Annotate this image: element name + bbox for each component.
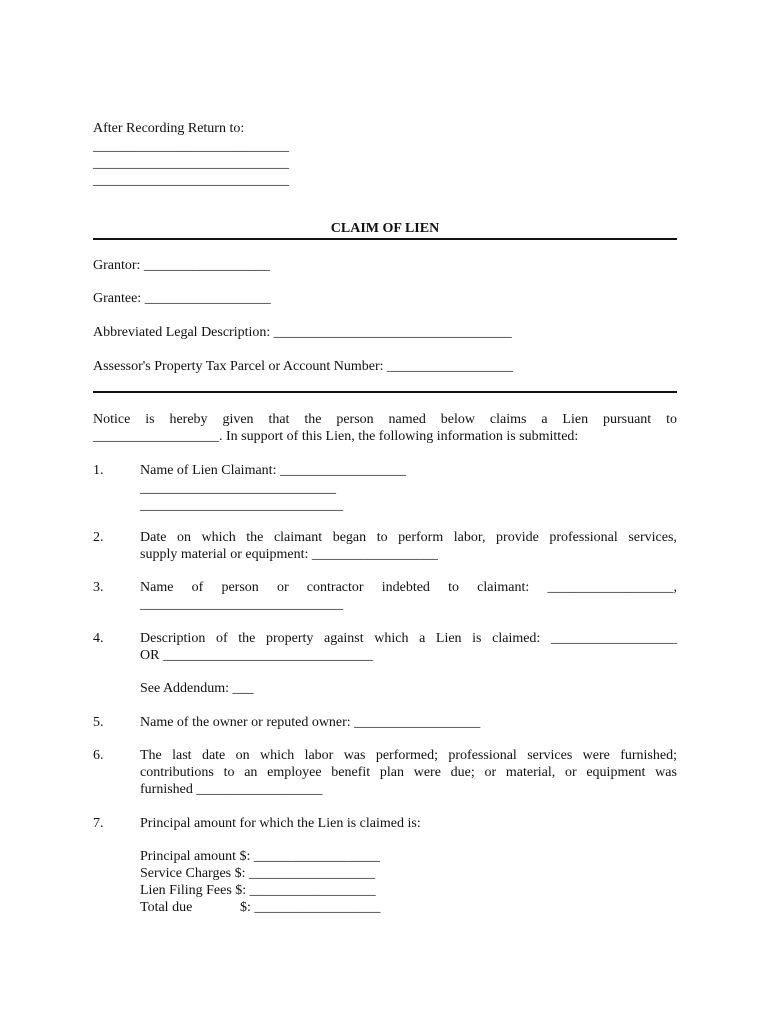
word: began [332,530,367,545]
word: Date [140,530,167,545]
word: employee [267,765,322,780]
word: or [564,765,577,780]
word: material, [505,765,556,780]
word: was [655,765,677,780]
word: plan [379,765,404,780]
word: professional [448,748,517,763]
word: were [413,765,441,780]
word: an [244,765,258,780]
word: services [527,748,573,763]
word: services, [628,530,677,545]
word: __________________, [547,580,677,595]
word: of [215,631,228,646]
word: named [388,412,426,427]
word: is [472,631,482,646]
word: property [265,631,314,646]
total-due-label: Total due [140,900,193,915]
last-date-field: furnished __________________ [140,782,323,797]
start-date-line-1 [140,529,677,546]
document-title: CLAIM OF LIEN [330,221,440,236]
word: given [222,412,254,427]
word: were [582,748,610,763]
word: __________________ [550,631,677,646]
word: on [176,530,191,545]
title-divider [93,238,677,240]
word: to [223,765,235,780]
word: indebted [381,580,430,595]
item-6-number: 6. [93,748,104,763]
item-4-number: 4. [93,631,104,646]
word: to [448,580,459,595]
word: person [221,580,259,595]
word: claims [489,412,527,427]
word: was [343,748,366,763]
word: or [276,580,289,595]
word: the [304,412,322,427]
return-blank-3: ____________________________ [93,173,289,188]
word: labor [304,748,334,763]
debtor-field [140,579,677,596]
last-date-line-2 [140,764,677,781]
return-blank-2: ____________________________ [93,156,289,171]
word: benefit [331,765,371,780]
word: a [419,631,426,646]
legal-description-field: Abbreviated Legal Description: __________________________________ [93,325,512,340]
word: Lien [562,412,589,427]
last-date-line-1 [140,747,677,764]
item-3-number: 3. [93,580,104,595]
service-charges-field: Service Charges $: __________________ [140,866,375,881]
word: Name [140,580,174,595]
word: Notice [93,412,131,427]
item-1-number: 1. [93,463,104,478]
item-5-number: 5. [93,715,104,730]
word: professional [549,530,618,545]
lien-claimant-field: Name of Lien Claimant: __________________ [140,463,406,478]
property-description-field [140,630,677,647]
word: below [440,412,475,427]
word: The [140,748,162,763]
filing-fees-field: Lien Filing Fees $: __________________ [140,883,376,898]
principal-amount-field: Principal amount $: __________________ [140,849,380,864]
word: a [541,412,548,427]
word: furnished; [620,748,677,763]
grantor-field: Grantor: __________________ [93,258,270,273]
word: provide [496,530,539,545]
word: against [323,631,364,646]
word: of [191,580,204,595]
word: the [238,631,256,646]
word: which [201,530,236,545]
word: on [235,748,250,763]
word: contractor [306,580,364,595]
item-2-number: 2. [93,530,104,545]
addendum-field: See Addendum: ___ [140,681,254,696]
word: due; [450,765,475,780]
word: performed; [375,748,439,763]
notice-line-2: __________________. In support of this Lien, the following information is submitted: [93,429,579,444]
word: last [172,748,192,763]
word: to [376,530,388,545]
word: or [484,765,497,780]
word: hereby [169,412,208,427]
principal-heading: Principal amount for which the Lien is claimed is: [140,816,421,831]
word: to [666,412,677,427]
lien-claimant-blank-2: _____________________________ [140,498,343,513]
word: equipment [586,765,646,780]
word: claimed: [492,631,541,646]
total-due-field: $: __________________ [240,900,381,915]
word: Description [140,631,206,646]
word: which [374,631,409,646]
grantee-field: Grantee: __________________ [93,291,271,306]
debtor-blank: _____________________________ [140,597,343,612]
word: claimant [273,530,323,545]
word: which [259,748,295,763]
return-blank-1: ____________________________ [93,139,289,154]
item-7-number: 7. [93,816,104,831]
word: Lien [435,631,462,646]
word: pursuant [602,412,652,427]
lien-claimant-blank-1: ____________________________ [140,481,336,496]
word: contributions [140,765,214,780]
word: labor, [453,530,486,545]
word: claimant: [477,580,530,595]
owner-field: Name of the owner or reputed owner: __________________ [140,715,481,730]
word: perform [398,530,444,545]
notice-line-1 [93,411,677,428]
return-to-label: After Recording Return to: [93,121,245,136]
start-date-field: supply material or equipment: __________________ [140,547,438,562]
word: the [246,530,264,545]
section-divider [93,391,677,393]
word: person [336,412,374,427]
word: is [145,412,155,427]
property-description-or: OR ______________________________ [140,648,373,663]
word: that [268,412,290,427]
word: date [201,748,226,763]
parcel-number-field: Assessor's Property Tax Parcel or Account Number: __________________ [93,359,514,374]
